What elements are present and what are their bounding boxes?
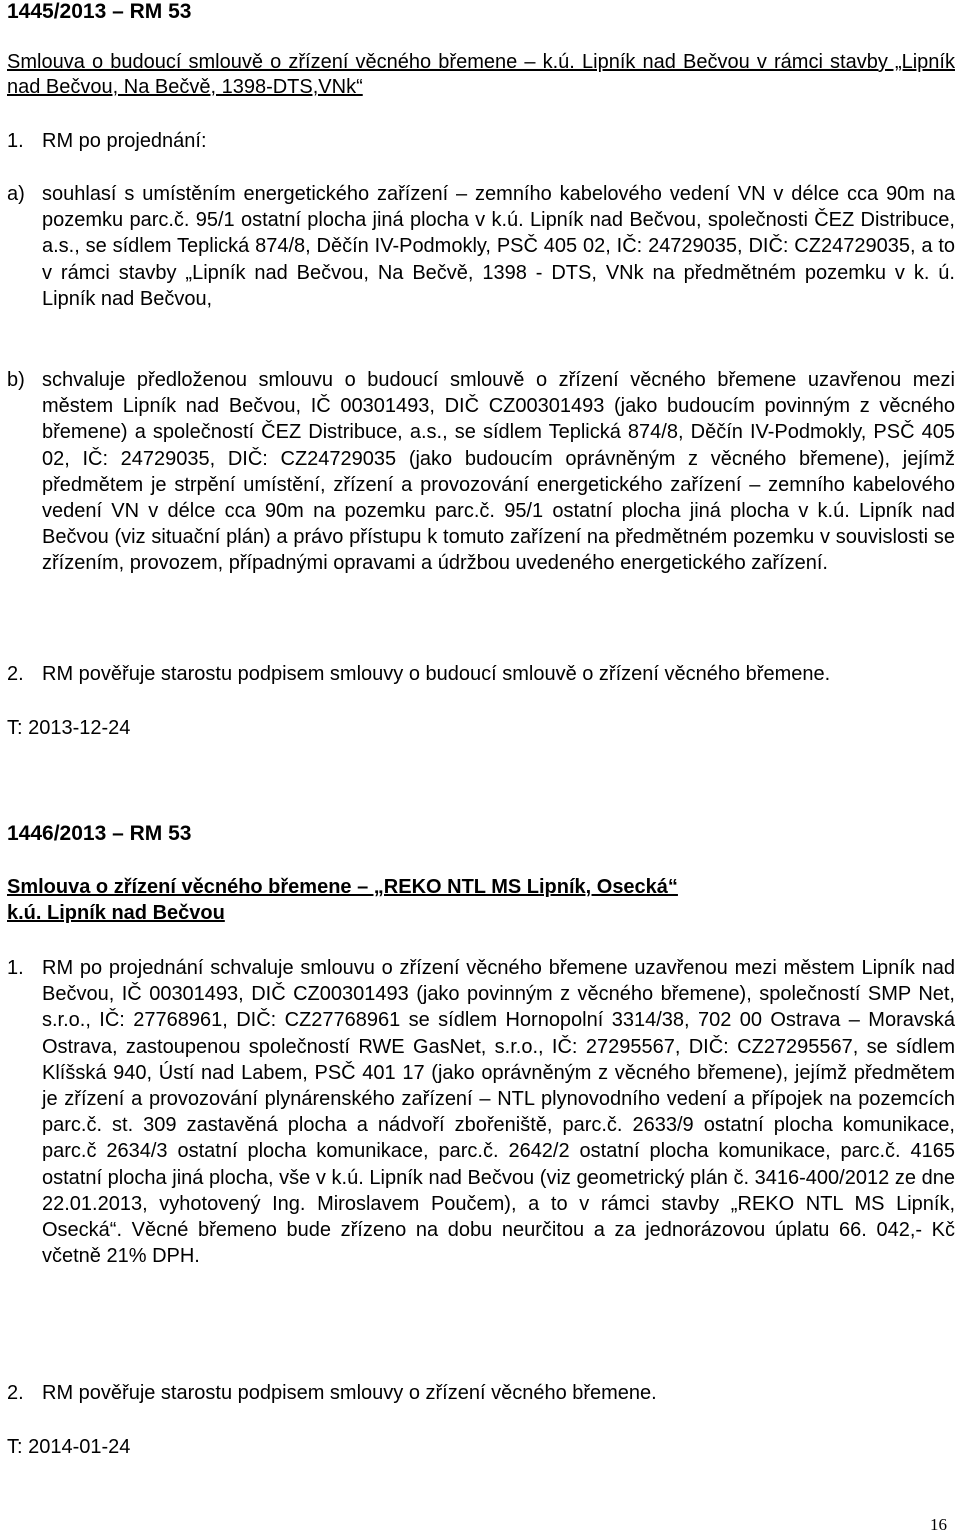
item-text: RM pověřuje starostu podpisem smlouvy o budoucí smlouvě o zřízení věcného břemene.: [42, 663, 831, 685]
item-text: RM pověřuje starostu podpisem smlouvy o zřízení věcného břemene.: [42, 1382, 657, 1404]
item-label: 2.: [7, 1382, 24, 1404]
resolution-subject-line2: k.ú. Lipník nad Bečvou: [7, 902, 225, 924]
deadline: T: 2014-01-24: [7, 1436, 131, 1458]
item-label: 1.: [7, 957, 24, 979]
item-text: schvaluje předloženou smlouvu o budoucí smlouvě o zřízení věcného břemene uzavřenou mezi městem Lipník nad Bečvou, IČ 00301493, DIČ CZ00301493 (jako budoucím povinným z věcného břemene) a společností ČEZ Distribuce, a.s., se sídlem Teplická 874/8, Děčín IV-Podmokly, PSČ 405 02, IČ: 24729035, DIČ: CZ24729035 (jako budoucím oprávněným z věcného břemene), jejímž předmětem je strpění umístění, zřízení a provozování energetického zařízení – zemního kabelového vedení VN v délce cca 90m na pozemku parc.č. 95/1 ostatní plocha jiná plocha v k.ú. Lipník nad Bečvou (viz situační plán) a právo přístupu k tomuto zařízení na předmětném pozemku v souvislosti se zřízením, provozem, případnými opravami a údržbou uvedeného energetického zařízení.: [42, 369, 955, 575]
resolution-subject: Smlouva o budoucí smlouvě o zřízení věcného břemene – k.ú. Lipník nad Bečvou v rámci stavby „Lipník nad Bečvou, Na Bečvě, 1398-DTS,VNk“: [7, 51, 955, 98]
item-label: b): [7, 369, 25, 391]
deadline: T: 2013-12-24: [7, 717, 131, 739]
resolution-item-2: [7, 661, 955, 687]
resolution-subject-line1: Smlouva o zřízení věcného břemene – „REKO NTL MS Lipník, Osecká“: [7, 876, 678, 898]
item-text: RM po projednání schvaluje smlouvu o zřízení věcného břemene uzavřenou mezi městem Lipník nad Bečvou, IČ 00301493, DIČ CZ00301493 (jako povinným z věcného břemene), společností SMP Net, s.r.o., IČ: 27768961, DIČ: CZ27768961 se sídlem Hornopolní 3314/38, 702 00 Ostrava – Moravská Ostrava, zastoupenou společností RWE GasNet, s.r.o., IČ: 27295567, DIČ: CZ27295567, se sídlem Klíšská 940, Ústí nad Labem, PSČ 401 17 (jako oprávněným z věcného břemene), jejímž předmětem je zřízení a provozování plynárenského zařízení – NTL plynovodního vedení a přípojek na pozemcích parc.č. st. 309 zastavěná plocha a nádvoří zbořeniště, parc.č. 2633/9 ostatní plocha komunikace, parc.č 2634/3 ostatní plocha komunikace, parc.č. 2642/2 ostatní plocha komunikace, parc.č. 4165 ostatní plocha jiná plocha, vše v k.ú. Lipník nad Bečvou (viz geometrický plán č. 3416-400/2012 ze dne 22.01.2013, vyhotovený Ing. Miroslavem Poučem), a to v rámci stavby „REKO NTL MS Lipník, Osecká“. Věcné břemeno bude zřízeno na dobu neurčitou a za jednorázovou úplatu 66. 042,- Kč včetně 21% DPH.: [42, 957, 955, 1268]
page-number: 16: [930, 1515, 947, 1534]
item-text: RM po projednání:: [42, 130, 207, 152]
item-label: 2.: [7, 663, 24, 685]
item-label: a): [7, 183, 25, 205]
resolution-item-b: [7, 367, 955, 577]
resolution-number: 1445/2013 – RM 53: [7, 0, 192, 23]
item-text: souhlasí s umístěním energetického zařízení – zemního kabelového vedení VN v délce cca 90m na pozemku parc.č. 95/1 ostatní plocha jiná plocha v k.ú. Lipník nad Bečvou, společnosti ČEZ Distribuce, a.s., se sídlem Teplická 874/8, Děčín IV-Podmokly, PSČ 405 02, IČ: 24729035, DIČ: CZ24729035, a to v rámci stavby „Lipník nad Bečvou, Na Bečvě, 1398 - DTS, VNk na předmětném pozemku v k. ú. Lipník nad Bečvou,: [42, 183, 955, 310]
resolution-item-2: [7, 1380, 955, 1406]
resolution-intro: [7, 128, 955, 154]
resolution-number: 1446/2013 – RM 53: [7, 822, 192, 845]
resolution-item-a: [7, 181, 955, 312]
resolution-item-1: [7, 955, 955, 1269]
item-label: 1.: [7, 130, 24, 152]
